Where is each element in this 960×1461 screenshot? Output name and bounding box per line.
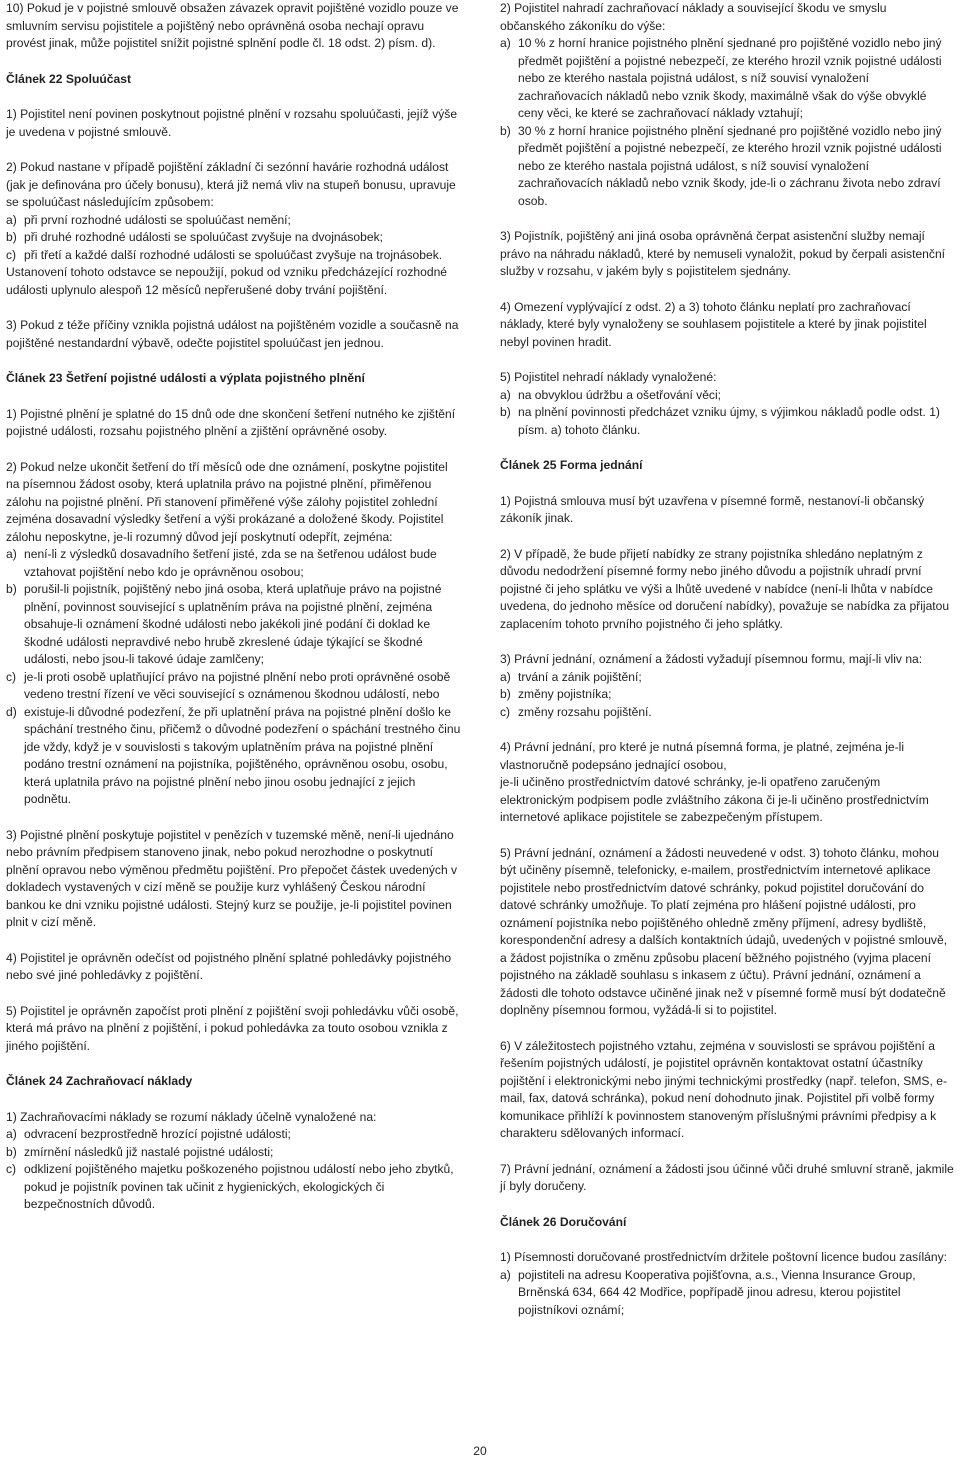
list-item-text: je-li proti osobě uplatňující právo na pojistné plnění nebo proti oprávněné osobě vedeno trestní řízení ve věci související s oznámenou škodnou událostí, nebo — [24, 669, 451, 701]
list-item-text: odklizení pojištěného majetku poškozeného pojistnou událostí nebo jeho zbytků, pokud je pojistník povinen tak učinit z hygienických, ekologických či bezpečnostních důvodů. — [24, 1162, 454, 1211]
paragraph-text: 6) V záležitostech pojistného vztahu, zejména v souvislosti se správou pojištění a řešením pojistných událostí, je pojistitel oprávněn kontaktovat ostatní účastníky pojištění i elektronickými nebo jinými technickými prostředky (např. telefon, SMS, e-mail, fax, datová schránka), pokud není dohodnuto jinak. Pojistitel při volbě formy komunikace přihlíží k povinnostem stanoveným příslušnými právními předpisy a k charakteru sdělovaných informací. — [500, 1038, 947, 1140]
list-item — [500, 1267, 955, 1320]
article-heading: Článek 25 Forma jednání — [500, 458, 643, 472]
paragraph — [500, 299, 955, 352]
paragraph-continuation: Ustanovení tohoto odstavce se nepoužijí, pokud od vzniku předcházející rozhodné události uplynulo alespoň 12 měsíců nepřerušené doby trvání pojištění. — [6, 265, 448, 297]
paragraph — [500, 845, 955, 1020]
paragraph-text: 2) Pokud nastane v případě pojištění základní či sezónní havárie rozhodná událost (jak je definována pro účely bonusu), která již nemá vliv na stupeň bonusu, upravuje se spoluúčast následujícím způsobem: — [6, 160, 456, 209]
right-column — [500, 0, 955, 1337]
list-item — [6, 229, 461, 247]
paragraph-text: 1) Pojistné plnění je splatné do 15 dnů ode dne skončení šetření nutného ke zjištění pojistné události, rozsahu pojistného plnění a zjištění oprávněné osoby. — [6, 406, 456, 438]
paragraph — [6, 106, 461, 141]
paragraph-text: 5) Pojistitel je oprávněn započíst proti plnění z pojištění svoji pohledávku vůči osobě, která má právo na plnění z pojištění, i pokud pohledávka za touto osobou vznikla z jiného pojištění. — [6, 1003, 459, 1053]
paragraph — [500, 0, 955, 210]
list-item-text: 30 % z horní hranice pojistného plnění sjednané pro pojištěné vozidlo nebo jiný předmět pojištění a pojistné nebezpečí, ze kterého hrozil vznik pojistné události nebo ze kterého nastala pojistná událost, s níž souvisí vynaložení zachraňovacích nákladů nebo vznik škody, jde-li o záchranu života nebo zdraví osob. — [518, 123, 942, 208]
list-item-label: b) — [6, 230, 17, 244]
list-item-text: porušil-li pojistník, pojištěný nebo jiná osoba, která uplatňuje právo na pojistné plnění, povinnost související s uplatněním práva na pojistné plnění, zejména obsahuje-li oznámení škodné události nebo jakékoli jiné podání či doklad ke škodné události nepravdivé nebo hrubě zkreslené údaje týkající se škodné události, nebo jsou-li takové údaje zamlčeny; — [24, 582, 442, 666]
list-item-text: existuje-li důvodné podezření, že při uplatnění práva na pojistné plnění došlo ke spáchání trestného činu, přičemž o důvodné podezření o spáchání trestného činu jde vždy, když je v souvislosti s takovým uplatněním práva na pojistné plnění podáno trestní oznámení na pojistníka, pojištěného, oprávněnou osobu, osobu, která uplatnila právo na pojistné plnění nebo jinou osobu jednající z jejich podnětu. — [24, 704, 461, 806]
paragraph-text: 3) Pojistník, pojištěný ani jiná osoba oprávněná čerpat asistenční služby nemají právo na náhradu nákladů, které by nemuseli vynaložit, pokud by čerpali asistenční služby v rozsahu, v jakém byly s pojistitelem sjednány. — [500, 229, 946, 278]
article-heading: Článek 24 Zachraňovací náklady — [6, 1074, 193, 1088]
list-item-label: d) — [6, 704, 17, 719]
paragraph — [6, 1109, 461, 1214]
paragraph — [6, 459, 461, 809]
list-item-text: na plnění povinnosti předcházet vzniku újmy, s výjimkou nákladů podle odst. 1) písm. a) tohoto článku. — [518, 405, 940, 437]
paragraph — [500, 228, 955, 281]
paragraph — [500, 739, 955, 827]
paragraph — [6, 827, 461, 932]
paragraph-text: 2) V případě, že bude přijetí nabídky ze strany pojistníka shledáno neplatným z důvodu nedodržení písemné formy nebo jiného důvodu a pojistník uhradí první pojistné či jeho splátku ve výši a lhůtě uvedené v nabídce (není-li lhůta v nabídce uvedena, do jednoho měsíce od doručení nabídky), považuje se nabídka za přijatou zaplacením tohoto prvního pojistného či jeho splátky. — [500, 546, 950, 631]
list-item-text: pojistiteli na adresu Kooperativa pojišťovna, a.s., Vienna Insurance Group, Brněnská 634, 664 42 Modřice, popřípadě jinou adresu, kterou pojistitel pojistníkovi oznámí; — [518, 1267, 916, 1317]
paragraph-text: 1) Písemnosti doručované prostřednictvím držitele poštovní licence budou zasílány: — [500, 1250, 948, 1264]
list-item-label: b) — [6, 1144, 17, 1159]
list-item — [6, 581, 461, 669]
list-item — [6, 1144, 461, 1162]
paragraph-text: 3) Pojistné plnění poskytuje pojistitel v penězích v tuzemské měně, není-li ujednáno nebo právním předpisem stanoveno jinak, nebo pokud nerozhodne o poskytnutí plnění opravou nebo výměnou předmětu pojištění. Pro přepočet částek uvedených v dokladech vystavených v cizí měně se použije kurz vyhlášený Českou národní bankou ke dni vzniku pojistné události. Stejný kurz se použije, je-li pojistitel povinen plnit v cizí měně. — [6, 827, 458, 929]
paragraph-text: 3) Právní jednání, oznámení a žádosti vyžadují písemnou formu, mají-li vliv na: — [500, 652, 923, 666]
paragraph — [6, 406, 461, 441]
paragraph-continuation: je-li učiněno prostřednictvím datové schránky, je-li opatřeno zaručeným elektronickým podpisem podle zvláštního zákona či je-li učiněno prostřednictvím internetové aplikace pojistitele se zabezpečeným přístupem. — [500, 775, 929, 824]
list-item-text: při první rozhodné události se spoluúčast nemění; — [24, 212, 291, 227]
list-item-label: a) — [6, 212, 17, 227]
list-item-label: b) — [500, 405, 511, 419]
paragraph-text: 7) Právní jednání, oznámení a žádosti jsou účinné vůči druhé smluvní straně, jakmile jí byly doručeny. — [500, 1161, 954, 1193]
left-column — [6, 0, 461, 1232]
paragraph — [6, 950, 461, 985]
paragraph-text: 1) Pojistná smlouva musí být uzavřena v písemné formě, nestanoví-li občanský zákoník jinak. — [500, 493, 925, 525]
list-item — [6, 247, 461, 265]
list-item-label: c) — [6, 247, 17, 262]
article-heading: Článek 23 Šetření pojistné události a výplata pojistného plnění — [6, 371, 365, 385]
page-number: 20 — [473, 1444, 487, 1458]
list-item-label: b) — [500, 687, 511, 701]
paragraph-text: 5) Právní jednání, oznámení a žádosti neuvedené v odst. 3) tohoto článku, mohou být učiněny písemně, telefonicky, e-mailem, prostřednictvím internetové aplikace pojistitele nebo prostřednictvím datové schránky, pokud pojistitel doručování do datové schránky umožňuje. To platí zejména pro hlášení pojistné události, pro oznámení pojistníka nebo pojištěného ohledně změny příjmení, adresy bydliště, korespondenční adresy a dalších kontaktních údajů, uvedených v pojistné smlouvě, a žádost pojistníka o změnu způsobu placení běžného pojistného (vyjma placení pojistného na základě souhlasu s inkasem z účtu). Právní jednání, oznámení a žádosti dle tohoto odstavce učiněné jinak než v písemné formě musí být dodatečně doplněny písemnou formou, vyžádá-li si to pojistitel. — [500, 845, 948, 1017]
list-item-label: a) — [500, 36, 511, 50]
list-item — [500, 404, 955, 439]
list-item-text: změny pojistníka; — [518, 687, 612, 701]
list-item-text: na obvyklou údržbu a ošetřování věci; — [518, 387, 722, 402]
list-item-label: a) — [500, 1267, 511, 1282]
article-heading: Článek 22 Spoluúčast — [6, 71, 132, 86]
paragraph-text: 10) Pokud je v pojistné smlouvě obsažen závazek opravit pojištěné vozidlo pouze ve smluvním servisu pojistitele a pojištěný nebo oprávněná osoba nechají opravu provést jinak, může pojistitel snížit pojistné splnění podle čl. 18 odst. 2) písm. d). — [6, 1, 459, 50]
list-item — [500, 387, 955, 405]
list-item-label: a) — [6, 1127, 17, 1141]
list-item-text: zmírnění následků již nastalé pojistné události; — [24, 1144, 274, 1159]
paragraph-text: 3) Pokud z téže příčiny vznikla pojistná událost na pojištěném vozidle a současně na pojištěné nestandardní výbavě, odečte pojistitel spoluúčast jen jednou. — [6, 318, 459, 350]
list-item-label: b) — [500, 123, 511, 138]
list-item-label: c) — [500, 704, 511, 719]
list-item-label: b) — [6, 582, 17, 596]
list-item-text: není-li z výsledků dosavadního šetření jisté, zda se na šetřenou událost bude vztahovat pojištění nebo kdo je oprávněnou osobou; — [24, 547, 437, 579]
list-item — [6, 669, 461, 704]
paragraph — [500, 1249, 955, 1319]
paragraph-text: 4) Pojistitel je oprávněn odečíst od pojistného plnění splatné pohledávky pojistného nebo své jiné pohledávky z pojištění. — [6, 950, 452, 982]
list-item-text: při druhé rozhodné události se spoluúčast zvyšuje na dvojnásobek; — [24, 230, 384, 244]
paragraph — [6, 1003, 461, 1056]
list-item-text: při třetí a každé další rozhodné události se spoluúčast zvyšuje na trojnásobek. — [24, 247, 443, 262]
list-item-text: 10 % z horní hranice pojistného plnění sjednané pro pojištěné vozidlo nebo jiný předmět pojištění a pojistné nebezpečí, ze kterého hrozil vznik pojistné události nebo ze kterého nastala pojistná událost, s níž souvisí vynaložení zachraňovacích nákladů nebo vznik škody, maximálně však do výše obvyklé ceny věci, ke které se zachraňovací náklady vztahují; — [518, 36, 942, 120]
paragraph — [500, 546, 955, 634]
list-item — [6, 1161, 461, 1214]
paragraph-text: 2) Pokud nelze ukončit šetření do tří měsíců ode dne oznámení, poskytne pojistitel na písemnou žádost osoby, která uplatnila právo na pojistné plnění, přiměřenou zálohu na pojistné plnění. Při stanovení přiměřené výše zálohy pojistitel zohlední zejména dosavadní výsledky šetření a výši prokázané a doložené škody. Pojistitel zálohu neposkytne, je-li rozumný důvod její poskytnutí odepřít, zejména: — [6, 459, 448, 544]
article-heading: Článek 26 Doručování — [500, 1214, 627, 1229]
list-item — [500, 123, 955, 211]
list-item — [500, 686, 955, 704]
paragraph-text: 5) Pojistitel nehradí náklady vynaložené: — [500, 370, 717, 384]
paragraph-text: 1) Pojistitel není povinen poskytnout pojistné plnění v rozsahu spoluúčasti, jejíž výše je uvedena v pojistné smlouvě. — [6, 107, 458, 139]
paragraph — [500, 369, 955, 439]
list-item-text: trvání a zánik pojištění; — [518, 669, 642, 684]
paragraph — [6, 0, 461, 53]
list-item-label: c) — [6, 1162, 17, 1176]
paragraph — [500, 493, 955, 528]
list-item — [500, 704, 955, 722]
list-item — [6, 212, 461, 230]
list-item-label: a) — [500, 387, 511, 402]
list-item — [6, 1126, 461, 1144]
paragraph — [6, 159, 461, 299]
list-item-label: a) — [6, 547, 17, 561]
paragraph — [500, 1038, 955, 1143]
list-item — [500, 35, 955, 123]
paragraph-text: 1) Zachraňovacími náklady se rozumí náklady účelně vynaložené na: — [6, 1109, 377, 1124]
list-item-label: c) — [6, 669, 17, 684]
paragraph — [500, 651, 955, 721]
list-item-text: změny rozsahu pojištění. — [518, 704, 652, 719]
list-item-label: a) — [500, 669, 511, 684]
paragraph — [6, 317, 461, 352]
paragraph-text: 4) Právní jednání, pro které je nutná písemná forma, je platné, zejména je-li vlastnoručně podepsáno jednající osobou, — [500, 740, 905, 772]
list-item — [6, 704, 461, 809]
paragraph-text: 4) Omezení vyplývající z odst. 2) a 3) tohoto článku neplatí pro zachraňovací náklady, které byly vynaloženy se souhlasem pojistitele a které by jinak pojistitel nebyl povinen hradit. — [500, 299, 927, 349]
list-item — [500, 669, 955, 687]
list-item — [6, 546, 461, 581]
list-item-text: odvracení bezprostředně hrozící pojistné události; — [24, 1127, 291, 1141]
paragraph — [500, 1161, 955, 1196]
paragraph-text: 2) Pojistitel nahradí zachraňovací náklady a související škodu ve smyslu občanského zákoníku do výše: — [500, 1, 887, 33]
